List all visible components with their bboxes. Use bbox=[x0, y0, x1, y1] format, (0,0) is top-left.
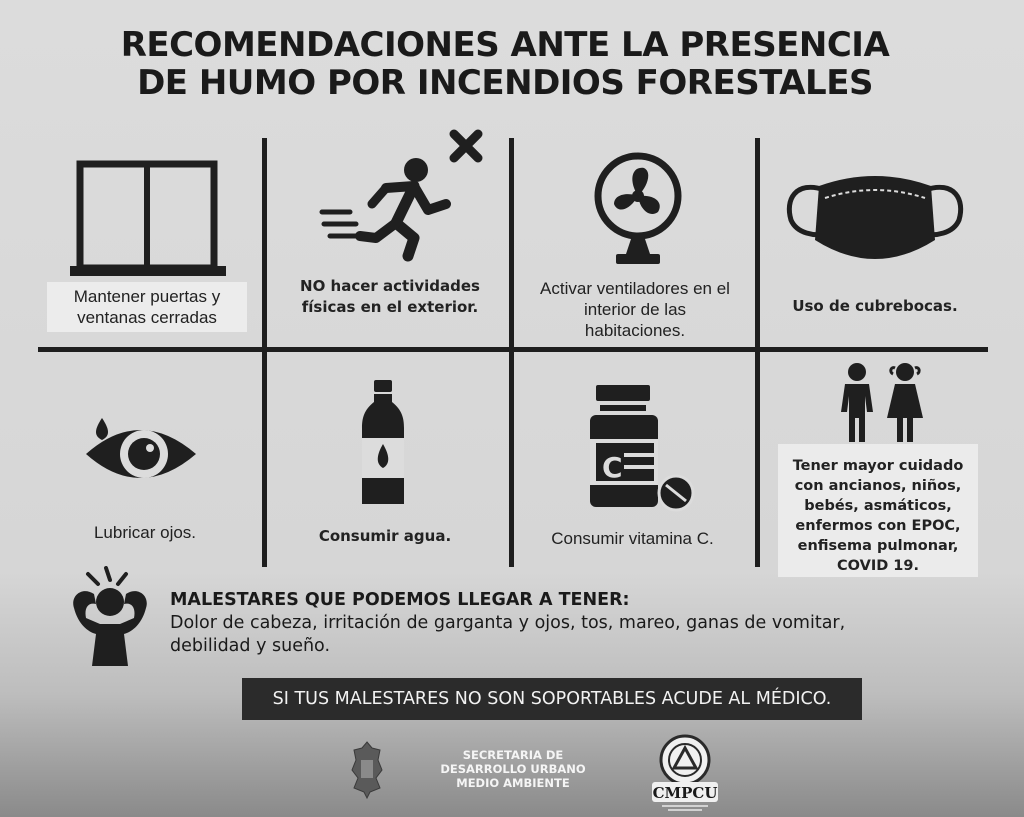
coat-of-arms-icon bbox=[350, 740, 384, 800]
water-caption: Consumir agua. bbox=[318, 527, 452, 545]
grid-divider bbox=[509, 352, 514, 567]
runner-icon bbox=[316, 128, 496, 263]
care-caption: Tener mayor cuidado con ancianos, niños, bebés, asmáticos, enfermos con EPOC, enfisema pulmonar, COVID 19. bbox=[778, 444, 978, 577]
fans-caption: Activar ventiladores en el interior de las habitaciones. bbox=[540, 279, 730, 340]
secretaria-line-1: SECRETARIA DE bbox=[462, 748, 564, 762]
grid-divider bbox=[262, 352, 267, 567]
svg-text:C: C bbox=[602, 451, 623, 484]
page-title bbox=[0, 26, 1010, 102]
eyes-caption: Lubricar ojos. bbox=[93, 523, 197, 542]
cmpcu-logo-icon bbox=[650, 732, 720, 812]
grid-divider bbox=[262, 138, 267, 348]
symptoms-title: MALESTARES QUE PODEMOS LLEGAR A TENER: bbox=[170, 590, 630, 610]
symptoms-text: Dolor de cabeza, irritación de garganta y ojos, tos, mareo, ganas de vomitar, debilidad y sueño. bbox=[170, 613, 846, 656]
title-line-2: DE HUMO POR INCENDIOS FORESTALES bbox=[137, 63, 873, 103]
mask-caption: Uso de cubrebocas. bbox=[792, 297, 958, 315]
children-icon bbox=[835, 362, 930, 444]
mask-icon bbox=[785, 170, 965, 275]
grid-divider bbox=[755, 138, 760, 348]
vitamin-caption: Consumir vitamina C. bbox=[551, 529, 714, 548]
doctor-banner: SI TUS MALESTARES NO SON SOPORTABLES ACUDE AL MÉDICO. bbox=[242, 678, 862, 720]
no-exercise-caption: NO hacer actividades físicas en el exterior. bbox=[300, 277, 480, 316]
secretaria-line-3: MEDIO AMBIENTE bbox=[456, 776, 570, 790]
cmpcu-logo-text: CMPCU bbox=[652, 784, 718, 802]
secretaria-logo-text bbox=[428, 748, 598, 790]
title-line-1: RECOMENDACIONES ANTE LA PRESENCIA bbox=[120, 25, 890, 65]
window-icon bbox=[68, 160, 228, 278]
windows-caption: Mantener puertas y ventanas cerradas bbox=[47, 282, 247, 332]
fan-icon bbox=[588, 150, 688, 270]
secretaria-line-2: DESARROLLO URBANO bbox=[440, 762, 586, 776]
headache-icon bbox=[66, 566, 156, 668]
eye-icon bbox=[78, 410, 203, 495]
grid-divider bbox=[509, 138, 514, 348]
grid-divider bbox=[755, 352, 760, 567]
vitamin-icon bbox=[588, 385, 698, 515]
bottle-icon bbox=[358, 380, 408, 508]
